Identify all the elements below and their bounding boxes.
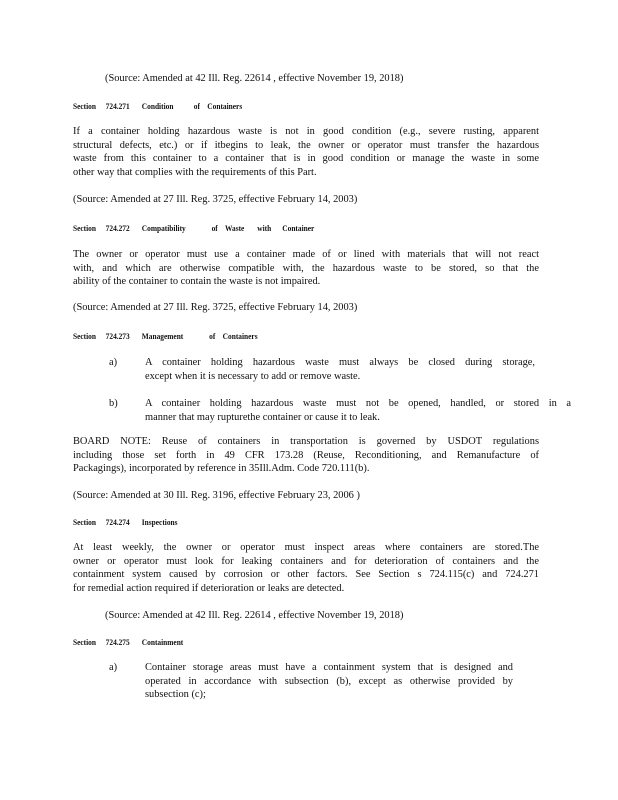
section-heading-724-273 [73,331,258,342]
section-number: 724.274 [105,517,130,527]
section-heading-724-275 [73,637,183,648]
section-title: Management of Containers [141,331,258,341]
source-note: (Source: Amended at 27 Ill. Reg. 3725, effective February 14, 2003) [73,194,358,205]
section-number: 724.272 [105,223,130,233]
text-line: for remedial action required if deterioration or leaks are detected. [73,582,345,594]
section-word: Section [73,331,96,341]
text-line: containment system caused by corrosion or other factors. See Section s 724.115(c) and 724.271 [73,569,539,580]
section-heading-724-274 [73,517,178,528]
list-item [109,356,539,384]
text-line: other way that complies with the requirements of this Part. [73,166,317,178]
text-line: Packagings), incorporated by reference in 35Ill.Adm. Code 720.111(b). [73,463,370,474]
paragraph [73,248,539,289]
list-item [109,397,571,425]
board-note [73,435,539,476]
text-line: A container holding hazardous waste must always be closed during storage, [145,357,535,368]
item-text [145,356,535,383]
section-number: 724.275 [105,637,130,647]
source-note: (Source: Amended at 42 Ill. Reg. 22614 , effective November 19, 2018) [105,610,404,621]
text-line: with, and which are otherwise compatible with, the hazardous waste to be stored, so that the [73,262,539,274]
source-note: (Source: Amended at 27 Ill. Reg. 3725, effective February 14, 2003) [73,302,358,313]
section-title: Condition of Containers [141,101,243,111]
list-item [109,661,539,703]
section-heading-724-272 [73,223,314,234]
paragraph [73,125,539,179]
section-heading-724-271 [73,101,242,112]
item-label: b) [109,398,118,409]
text-line: The owner or operator must use a container made of or lined with materials that will not react [73,249,539,260]
text-line: owner or operator must look for leaking containers and for deterioration of containers and the [73,555,539,567]
section-number: 724.271 [105,101,130,111]
item-label: a) [109,357,118,368]
section-number: 724.273 [105,331,130,341]
section-title: Inspections [141,517,178,527]
text-line: except when it is necessary to add or remove waste. [145,370,361,382]
text-line: including those set forth in 49 CFR 173.28 (Reuse, Reconditioning, and Remanufacture of [73,449,539,461]
section-word: Section [73,223,96,233]
source-note: (Source: Amended at 42 Ill. Reg. 22614 , effective November 19, 2018) [105,73,404,84]
item-text [145,661,513,702]
text-line: waste from this container to a container that is in good condition or manage the waste in some [73,153,539,164]
text-line: Container storage areas must have a containment system that is designed and [145,662,513,673]
text-line: At least weekly, the owner or operator must inspect areas where containers are stored.The [73,542,539,553]
text-line: manner that may rupturethe container or cause it to leak. [145,411,380,423]
item-text [145,397,571,424]
section-title: Containment [141,637,184,647]
section-word: Section [73,517,96,527]
text-line: BOARD NOTE: Reuse of containers in transportation is governed by USDOT regulations [73,436,539,447]
section-word: Section [73,637,96,647]
section-title: Compatibility of Waste with Container [141,223,315,233]
text-line: If a container holding hazardous waste is not in good condition (e.g., severe rusting, apparent [73,126,539,137]
text-line: operated in accordance with subsection (b), except as otherwise provided by [145,675,513,687]
text-line: subsection (c); [145,689,206,700]
text-line: A container holding hazardous waste must not be opened, handled, or stored in a [145,398,571,409]
item-label: a) [109,662,118,673]
source-note: (Source: Amended at 30 Ill. Reg. 3196, effective February 23, 2006 ) [73,490,360,501]
section-word: Section [73,101,96,111]
text-line: ability of the container to contain the waste is not impaired. [73,276,321,287]
text-line: structural defects, etc.) or if itbegins to leak, the owner or operator must transfer the hazardous [73,139,539,151]
paragraph [73,541,539,595]
